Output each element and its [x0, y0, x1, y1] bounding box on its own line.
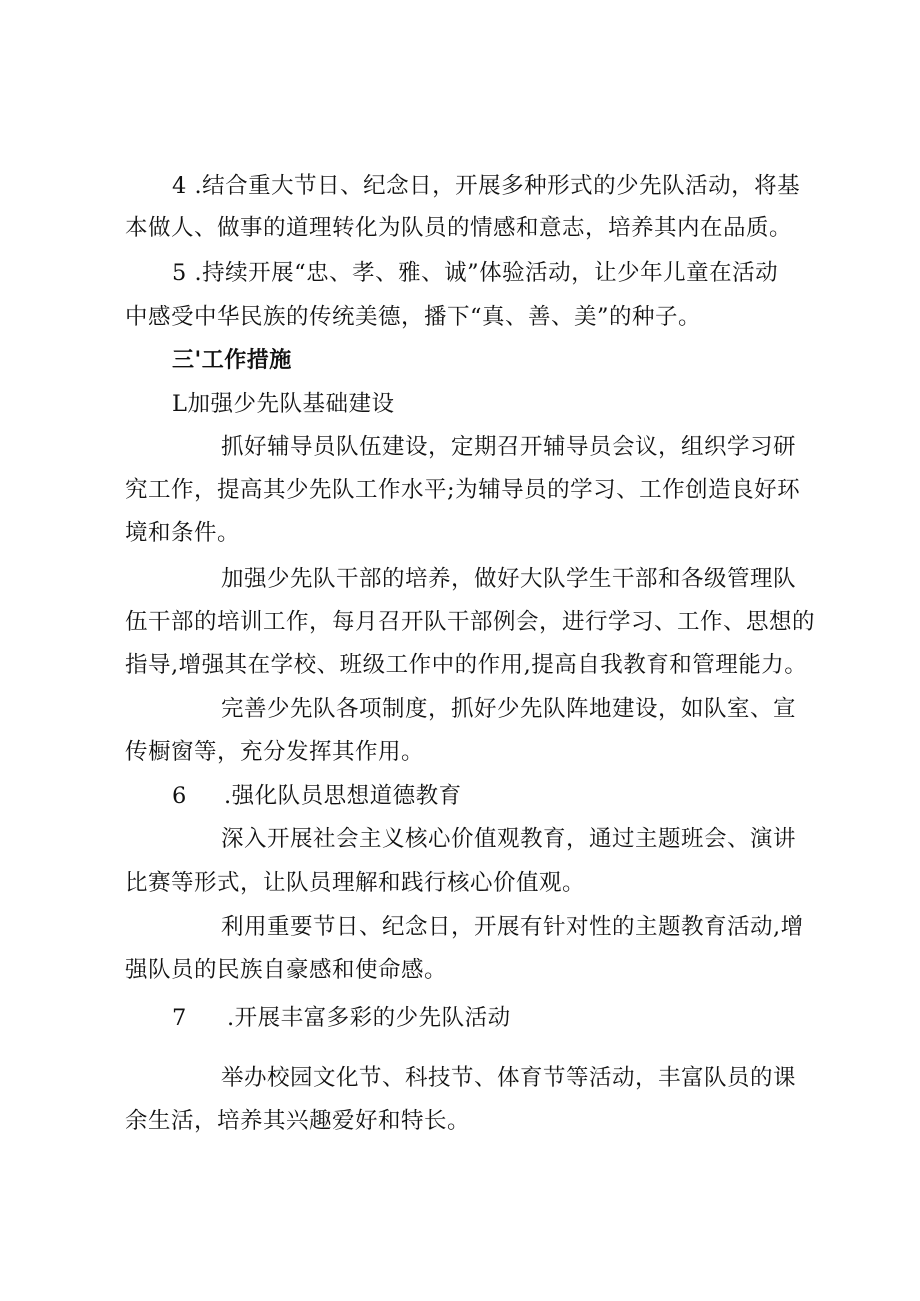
item-4-line-2: 本做人、做事的道理转化为队员的情感和意志，培养其内在品质。	[125, 215, 793, 241]
sub6-para-2-line-1: 利用重要节日、纪念日，开展有针对性的主题教育活动,增	[221, 914, 804, 940]
sub1-para-3-line-2: 传橱窗等，充分发挥其作用。	[125, 739, 425, 765]
sub7-para-1-line-1: 举办校园文化节、科技节、体育节等活动，丰富队员的课	[221, 1065, 797, 1091]
subsection-7-title: .开展丰富多彩的少先队活动	[227, 1005, 511, 1031]
item-4-line-1: 4 .结合重大节日、纪念日，开展多种形式的少先队活动，将基	[172, 173, 801, 199]
sub6-para-2-line-2: 强队员的民族自豪感和使命感。	[125, 957, 448, 983]
sub1-para-2-line-3: 指导,增强其在学校、班级工作中的作用,提高自我教育和管理能力。	[125, 652, 808, 678]
item-5-line-2: 中感受中华民族的传统美德，播下“真、善、美”的种子。	[125, 304, 702, 330]
sub7-para-1-line-2: 余生活，培养其兴趣爱好和特长。	[125, 1108, 471, 1134]
subsection-1-title: L加强少先队基础建设	[172, 391, 395, 417]
sub1-para-3-line-1: 完善少先队各项制度，抓好少先队阵地建设，如队室、宣	[221, 696, 797, 722]
subsection-6-title: .强化队员思想道德教育	[224, 783, 462, 809]
sub1-para-1-line-2: 究工作，提高其少先队工作水平;为辅导员的学习、工作创造良好环	[125, 477, 801, 503]
sub1-para-2-line-2: 伍干部的培训工作，每月召开队干部例会，进行学习、工作、思想的	[125, 609, 816, 635]
sub1-para-1-line-1: 抓好辅导员队伍建设，定期召开辅导员会议，组织学习研	[221, 434, 797, 460]
subsection-7-number: 7	[172, 1005, 187, 1031]
subsection-6-number: 6	[172, 783, 187, 809]
sub1-para-2-line-1: 加强少先队干部的培养，做好大队学生干部和各级管理队	[221, 566, 797, 592]
sub6-para-1-line-2: 比赛等形式，让队员理解和践行核心价值观。	[125, 870, 586, 896]
section-3-heading: 三'工作措施	[172, 348, 292, 373]
sub1-para-1-line-3: 境和条件。	[125, 520, 241, 546]
item-5-line-1: 5 .持续开展“忠、孝、雅、诚”体验活动，让少年儿童在活动	[172, 260, 779, 286]
sub6-para-1-line-1: 深入开展社会主义核心价值观教育，通过主题班会、演讲	[221, 826, 797, 852]
